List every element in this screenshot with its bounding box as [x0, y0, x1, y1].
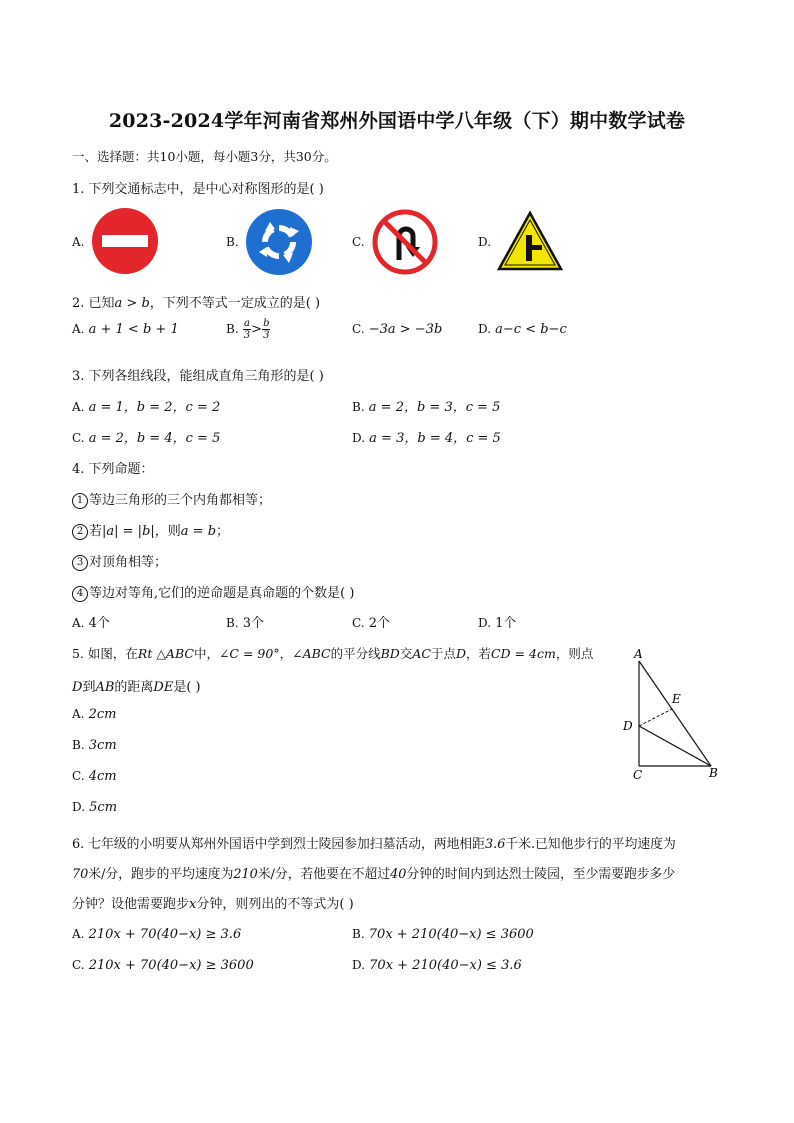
- statement-math: |a| = |b|: [102, 524, 155, 539]
- q2-option-c: [352, 322, 442, 337]
- q4-statement-1: [72, 489, 271, 509]
- q2-stem-suffix: ，下列不等式一定成立的是( ): [149, 296, 321, 311]
- q4-option-d: [478, 612, 516, 631]
- q5-option-d-text: 5cm: [89, 800, 118, 815]
- q4-option-b: [226, 612, 264, 631]
- q5-option-c-label: C.: [72, 769, 85, 783]
- frac-numerator: a: [243, 318, 250, 329]
- point-b-label: B: [709, 766, 718, 780]
- q5-option-c: [72, 769, 117, 784]
- q6-option-d-label: D.: [352, 958, 366, 972]
- q5-stem-line1: 5. 如图，在Rt △ABC中，∠C = 90°，∠ABC的平分线BD交AC于点D，若CD = 4cm，则点: [72, 646, 594, 661]
- q1-option-a-label: A.: [72, 235, 85, 249]
- section-heading: 一、选择题：共10小题，每小题3分，共30分。: [72, 149, 337, 164]
- q4-option-b-text: 3个: [242, 616, 265, 631]
- q5-option-d-label: D.: [72, 800, 86, 814]
- q2-option-b-frac1: [243, 318, 251, 341]
- q3-option-a: [72, 396, 220, 415]
- q6-option-a: [72, 927, 241, 942]
- frac-denominator: 3: [263, 330, 270, 341]
- q6-option-d: [352, 958, 522, 973]
- q5-option-c-text: 4cm: [88, 769, 117, 784]
- q2-option-c-label: C.: [352, 322, 365, 336]
- q3-option-c-text: a = 2，b = 4，c = 5: [88, 431, 221, 446]
- no-u-turn-sign-icon: [373, 210, 437, 274]
- q5-stem-line2: D到AB的距离DE是( ): [72, 680, 201, 695]
- q2-option-d-text: a−c < b−c: [495, 322, 567, 337]
- frac-denominator: 3: [243, 330, 251, 341]
- q5-option-b: [72, 738, 117, 753]
- q4-option-c: [352, 612, 390, 631]
- q2-option-b: [226, 318, 270, 341]
- q6-option-b-label: B.: [352, 927, 365, 941]
- q6-option-a-text: 210x + 70(40−x) ≥ 3.6: [88, 927, 242, 942]
- segment-de: [639, 709, 672, 726]
- q6-option-c-text: 210x + 70(40−x) ≥ 3600: [88, 958, 254, 973]
- q6-stem-line1: 6. 七年级的小明要从郑州外国语中学到烈士陵园参加扫墓活动，两地相距3.6千米.已知他步行的平均速度为: [72, 837, 676, 852]
- q3-option-b: [352, 396, 500, 415]
- statement-number: 1: [72, 493, 88, 509]
- q6-option-c: [72, 958, 254, 973]
- q2-option-b-frac2: [262, 318, 270, 341]
- q3-option-c: [72, 427, 220, 446]
- q5-option-a-text: 2cm: [88, 707, 117, 722]
- frac-numerator: b: [263, 318, 270, 329]
- side-ab: [639, 661, 711, 766]
- statement-text: 若: [89, 524, 103, 539]
- q5-option-a-label: A.: [72, 707, 85, 721]
- statement-text: ；: [216, 524, 230, 539]
- q4-option-a: [72, 612, 110, 631]
- segment-bd: [639, 726, 711, 766]
- q2-option-b-label: B.: [226, 322, 239, 336]
- q2-option-d: [478, 322, 567, 337]
- q1-stem: 1. 下列交通标志中，是中心对称图形的是( ): [72, 182, 324, 197]
- statement-math: a = b: [180, 524, 217, 539]
- statement-text: ，则: [154, 524, 181, 539]
- q4-statement-2: [72, 520, 229, 540]
- q5-option-d: [72, 800, 117, 815]
- q4-option-d-label: D.: [478, 616, 492, 630]
- q4-option-d-text: 1个: [495, 616, 517, 631]
- q4-option-a-label: A.: [72, 616, 85, 630]
- roundabout-sign-icon: [245, 209, 313, 275]
- q4-statement-4: [72, 582, 354, 602]
- q3-option-a-text: a = 1，b = 2，c = 2: [88, 400, 221, 415]
- statement-number: 2: [72, 524, 88, 540]
- q4-statement-3: [72, 551, 167, 571]
- q2-stem-prefix: 2. 已知: [72, 296, 115, 311]
- statement-text: 等边对等角,它们的逆命题是真命题的个数是( ): [89, 586, 355, 601]
- q2-option-a: [72, 322, 179, 337]
- q3-option-d-text: a = 3，b = 4，c = 5: [369, 431, 501, 446]
- point-c-label: C: [633, 768, 643, 782]
- q2-option-b-op: >: [251, 322, 263, 337]
- page-title: 2023-2024学年河南省郑州外国语中学八年级（下）期中数学试卷: [108, 110, 686, 132]
- q2-option-c-text: −3a > −3b: [368, 322, 443, 337]
- q4-option-c-label: C.: [352, 616, 365, 630]
- statement-text: 等边三角形的三个内角都相等；: [89, 493, 272, 508]
- q5-option-b-text: 3cm: [88, 738, 117, 753]
- q6-option-c-label: C.: [72, 958, 85, 972]
- statement-number: 3: [72, 555, 88, 571]
- no-entry-sign-icon: [91, 207, 159, 275]
- q3-stem: 3. 下列各组线段，能组成直角三角形的是( ): [72, 369, 324, 384]
- q1-option-d-label: D.: [478, 235, 492, 249]
- q6-option-d-text: 70x + 210(40−x) ≤ 3.6: [369, 958, 522, 973]
- q1-option-b-label: B.: [226, 235, 239, 249]
- q3-option-c-label: C.: [72, 431, 85, 445]
- q3-option-d: [352, 427, 501, 446]
- q5-option-b-label: B.: [72, 738, 85, 752]
- q3-option-b-label: B.: [352, 400, 365, 414]
- q4-option-b-label: B.: [226, 616, 239, 630]
- statement-number: 4: [72, 586, 88, 602]
- q3-option-d-label: D.: [352, 431, 366, 445]
- q6-stem-line3: 分钟？设他需要跑步x分钟，则列出的不等式为( ): [72, 897, 354, 912]
- q2-option-a-label: A.: [72, 322, 85, 336]
- q4-option-a-text: 4个: [88, 616, 110, 631]
- q2-option-a-text: a + 1 < b + 1: [88, 322, 179, 337]
- q4-stem: 4. 下列命题：: [72, 462, 154, 477]
- point-a-label: A: [634, 647, 643, 661]
- point-e-label: E: [672, 692, 681, 706]
- q5-option-a: [72, 707, 117, 722]
- q6-option-a-label: A.: [72, 927, 85, 941]
- triangle-figure: [620, 645, 730, 785]
- q2-condition: a > b: [114, 296, 150, 311]
- q3-option-b-text: a = 2，b = 3，c = 5: [368, 400, 501, 415]
- point-d-label: D: [623, 719, 633, 733]
- junction-warning-sign-icon: [497, 211, 563, 271]
- q2-option-d-label: D.: [478, 322, 492, 336]
- q6-option-b: [352, 927, 534, 942]
- statement-text: 对顶角相等；: [89, 555, 168, 570]
- q4-option-c-text: 2个: [368, 616, 390, 631]
- q2-stem: [72, 292, 320, 311]
- q1-option-c-label: C.: [352, 235, 365, 249]
- q6-stem-line2: 70米/分，跑步的平均速度为210米/分，若他要在不超过40分钟的时间内到达烈士陵园，至少需要跑步多少: [72, 867, 676, 882]
- q6-option-b-text: 70x + 210(40−x) ≤ 3600: [368, 927, 534, 942]
- q3-option-a-label: A.: [72, 400, 85, 414]
